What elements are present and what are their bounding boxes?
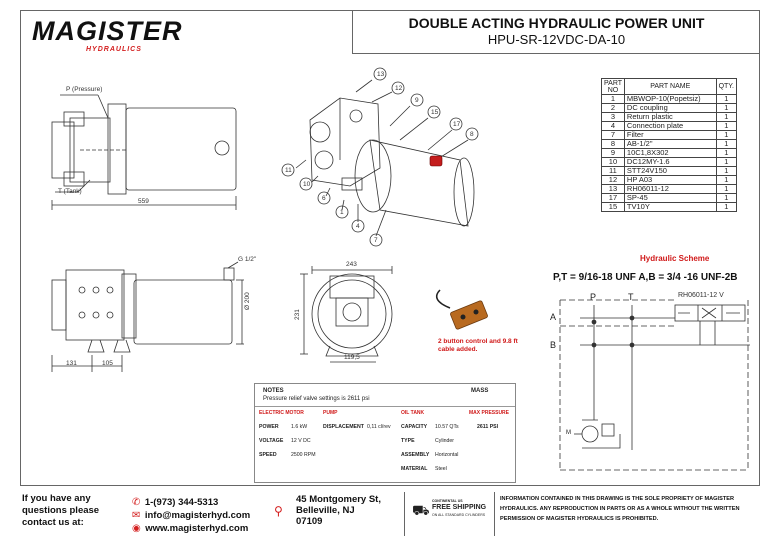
part-name-cell: Connection plate: [624, 122, 716, 131]
dim-105: 105: [102, 360, 113, 367]
qty-cell: 1: [716, 149, 736, 158]
balloon-10: 10: [303, 181, 311, 188]
qty-cell: 1: [716, 113, 736, 122]
part-name-cell: Filter: [624, 131, 716, 140]
qty-cell: 1: [716, 167, 736, 176]
header-part-name: PART NAME: [624, 79, 716, 95]
part-name-cell: TV10Y: [624, 203, 716, 212]
part-name-cell: SP-45: [624, 194, 716, 203]
part-no-cell: 2: [602, 104, 625, 113]
part-no-cell: 17: [602, 194, 625, 203]
control-note: 2 button control and 9.8 ft cable added.: [438, 338, 518, 353]
balloon-1: 1: [340, 209, 344, 216]
col-tank: OIL TANK: [401, 410, 425, 416]
address-line-3: 07109: [296, 516, 323, 527]
dim-131: 131: [66, 360, 77, 367]
balloon-4: 4: [356, 223, 360, 230]
isometric-view: [296, 80, 474, 236]
tank-spec-value: Steel: [435, 466, 447, 472]
part-no-cell: 3: [602, 113, 625, 122]
web-row[interactable]: [132, 518, 248, 536]
side-view: [300, 266, 392, 362]
tank-label: T (Tank): [58, 188, 82, 195]
balloon-9: 9: [415, 97, 419, 104]
shipping-sub: ON ALL STANDARD CYLINDERS: [432, 513, 486, 517]
location-icon: ⚲: [274, 504, 283, 518]
balloon-15: 15: [431, 109, 439, 116]
qty-cell: 1: [716, 176, 736, 185]
qty-cell: 1: [716, 122, 736, 131]
valve-label: RH06011-12 V: [678, 292, 724, 299]
header-part-no: PART NO: [602, 79, 625, 95]
part-name-cell: STT24V150: [624, 167, 716, 176]
part-name-cell: HP A03: [624, 176, 716, 185]
pump-spec-label: DISPLACEMENT: [323, 424, 364, 430]
spec-table: [254, 383, 516, 483]
front-view: [52, 262, 244, 372]
qty-cell: 1: [716, 158, 736, 167]
balloon-13: 13: [377, 71, 385, 78]
dim-231: 231: [294, 309, 301, 320]
col-pump: PUMP: [323, 410, 338, 416]
part-name-cell: DC coupling: [624, 104, 716, 113]
part-no-cell: 12: [602, 176, 625, 185]
balloon-12: 12: [395, 85, 403, 92]
qty-cell: 1: [716, 131, 736, 140]
balloon-11: 11: [285, 167, 292, 174]
mass-label: MASS: [471, 388, 489, 394]
scheme-t: T: [628, 292, 634, 302]
scheme-m: M: [566, 430, 571, 436]
motor-spec-label: POWER: [259, 424, 279, 430]
phone-icon: ✆: [132, 497, 141, 508]
col-motor: ELECTRIC MOTOR: [259, 410, 304, 416]
part-no-cell: 8: [602, 140, 625, 149]
balloon-17: 17: [453, 121, 461, 128]
tank-spec-label: CAPACITY: [401, 424, 428, 430]
shipping-main: FREE SHIPPING: [432, 504, 487, 511]
tank-spec-value: Horizontal: [435, 452, 459, 458]
part-no-cell: 13: [602, 185, 625, 194]
address-block: [296, 494, 381, 527]
qty-cell: 1: [716, 104, 736, 113]
tank-spec-label: TYPE: [401, 438, 415, 444]
pump-spec-value: 0,11 cl/rev: [367, 424, 391, 430]
tank-spec-value: Cylinder: [435, 438, 455, 444]
scheme-a: A: [550, 312, 557, 322]
motor-spec-value: 1.6 kW: [291, 424, 308, 430]
max-pressure-value: 2611 PSI: [477, 424, 499, 430]
part-no-cell: 1: [602, 95, 625, 104]
part-no-cell: 10: [602, 158, 625, 167]
phone-number: 1-(973) 344-5313: [144, 497, 219, 508]
part-name-cell: DC12MY-1.6: [624, 158, 716, 167]
header-qty: QTY.: [716, 79, 736, 95]
balloon-6: 6: [322, 195, 326, 202]
email-address: info@magisterhyd.com: [144, 510, 251, 521]
dim-119: 119,5: [344, 354, 360, 361]
hydraulic-scheme: [560, 300, 750, 470]
control-pendant-image: [437, 290, 488, 330]
address-line-2: Belleville, NJ: [296, 505, 355, 516]
part-no-cell: 11: [602, 167, 625, 176]
col-max-pressure: MAX PRESSURE: [469, 410, 510, 416]
model-number: HPU-SR-12VDC-DA-10: [487, 32, 626, 47]
part-no-cell: 9: [602, 149, 625, 158]
brand-name: MAGISTER: [32, 16, 183, 46]
tank-spec-label: ASSEMBLY: [401, 452, 430, 458]
brand-sub: HYDRAULICS: [86, 46, 142, 53]
truck-icon: ⛟: [412, 502, 430, 518]
part-name-cell: RH06011-12: [624, 185, 716, 194]
port-spec: P,T = 9/16-18 UNF A,B = 3/4 -16 UNF-2B: [553, 272, 738, 283]
address-line-1: 45 Montgomery St,: [296, 494, 381, 505]
qty-cell: 1: [716, 95, 736, 104]
tank-spec-value: 10.57 QTs: [435, 424, 459, 430]
mail-icon: ✉: [132, 510, 141, 521]
balloon-8: 8: [470, 131, 474, 138]
qty-cell: 1: [716, 140, 736, 149]
gauge-icon: [430, 156, 442, 166]
qty-cell: 1: [716, 194, 736, 203]
part-name-cell: AB-1/2": [624, 140, 716, 149]
part-name-cell: 10C1,8X302: [624, 149, 716, 158]
page-title: DOUBLE ACTING HYDRAULIC POWER UNIT: [408, 15, 705, 31]
part-no-cell: 15: [602, 203, 625, 212]
part-name-cell: MBWOP-10(Popetsiz): [624, 95, 716, 104]
part-no-cell: 4: [602, 122, 625, 131]
pressure-label: P (Pressure): [66, 86, 103, 93]
scheme-p: P: [590, 292, 597, 302]
globe-icon: ◉: [132, 523, 141, 534]
notes-label: NOTES: [263, 388, 284, 394]
motor-spec-label: VOLTAGE: [259, 438, 284, 444]
part-no-cell: 7: [602, 131, 625, 140]
motor-spec-value: 12 V DC: [291, 438, 311, 444]
disclaimer: INFORMATION CONTAINED IN THIS DRAWING IS THE SOLE PROPRIETY OF MAGISTER HYDRAULICS. ANY REPRODUCTION IN PARTS OR AS A WHOLE WITHOUT THE WRITTEN PERMISSION OF MAGISTER HYDRAULICS IS PROHIBITED.: [500, 496, 740, 522]
port-g-label: G 1/2": [238, 256, 257, 263]
notes-text: Pressure relief valve settings is 2611 psi: [263, 396, 370, 402]
qty-cell: 1: [716, 185, 736, 194]
qty-cell: 1: [716, 203, 736, 212]
motor-spec-value: 2500 RPM: [291, 452, 316, 458]
part-name-cell: Return plastic: [624, 113, 716, 122]
contact-question: If you have any questions please contact us at:: [22, 493, 100, 528]
scheme-b: B: [550, 340, 557, 350]
tank-spec-label: MATERIAL: [401, 466, 428, 472]
website: www.magisterhyd.com: [145, 523, 249, 534]
balloon-7: 7: [374, 237, 378, 244]
motor-spec-label: SPEED: [259, 452, 277, 458]
hydraulic-scheme-title: Hydraulic Scheme: [640, 254, 710, 263]
dim-diameter: Ø 200: [244, 292, 251, 310]
shipping-top: CONTINENTAL US: [432, 499, 463, 503]
dim-243: 243: [346, 261, 357, 268]
dim-559: 559: [138, 198, 149, 205]
